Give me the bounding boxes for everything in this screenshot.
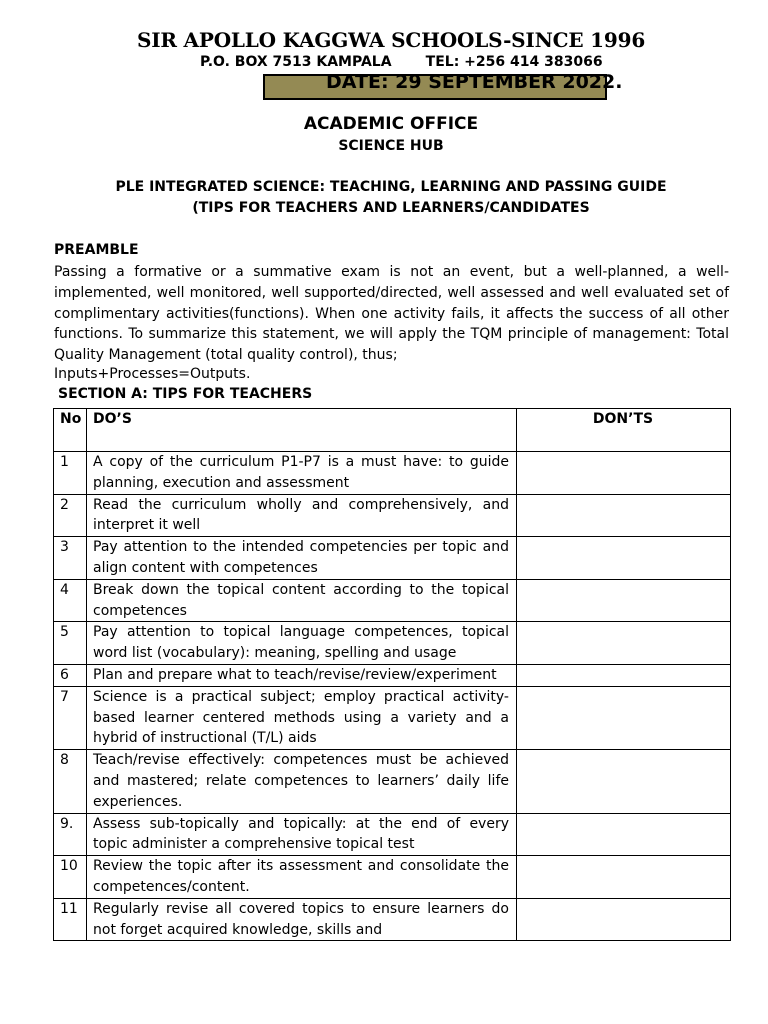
preamble-body: Passing a formative or a summative exam is not an event, but a well-planned, a well-implemented, well monitored, well supported/directed, well assessed and well evaluated set of complimentary activities(functions). When one activity fails, it affects the success of all other functions. To summarize this statement, we will apply the TQM principle of management: Total Quality Management (total quality control), thus; xyxy=(54,264,729,364)
row-number: 2 xyxy=(54,494,87,537)
guide-subtitle: (TIPS FOR TEACHERS AND LEARNERS/CANDIDATES xyxy=(192,200,590,216)
column-header-donts: DON’TS xyxy=(517,409,731,452)
row-do: Teach/revise effectively: competences must be achieved and mastered; relate competences to learners’ daily life experiences. xyxy=(87,750,517,813)
row-dont xyxy=(517,898,731,941)
table-row xyxy=(54,494,731,537)
row-number: 3 xyxy=(54,537,87,580)
row-dont xyxy=(517,664,731,686)
row-dont xyxy=(517,452,731,495)
row-do: Regularly revise all covered topics to ensure learners do not forget acquired knowledge, skills and xyxy=(87,898,517,941)
section-a-heading: SECTION A: TIPS FOR TEACHERS xyxy=(58,386,313,402)
row-number: 5 xyxy=(54,622,87,665)
preamble-heading: PREAMBLE xyxy=(54,242,139,258)
table-row xyxy=(54,664,731,686)
row-dont xyxy=(517,813,731,856)
table-row xyxy=(54,813,731,856)
row-do: Review the topic after its assessment and consolidate the competences/content. xyxy=(87,856,517,899)
document-date: DATE: 29 SEPTEMBER 2022. xyxy=(326,71,623,93)
table-row xyxy=(54,898,731,941)
row-number: 9. xyxy=(54,813,87,856)
preamble-formula: Inputs+Processes=Outputs. xyxy=(54,366,251,382)
row-number: 11 xyxy=(54,898,87,941)
row-number: 4 xyxy=(54,579,87,622)
row-dont xyxy=(517,494,731,537)
row-do: Break down the topical content according to the topical competences xyxy=(87,579,517,622)
row-dont xyxy=(517,537,731,580)
row-do: Read the curriculum wholly and comprehensively, and interpret it well xyxy=(87,494,517,537)
table-row xyxy=(54,579,731,622)
table-row xyxy=(54,452,731,495)
row-do: Science is a practical subject; employ practical activity-based learner centered methods using a variety and a hybrid of instructional (T/L) aids xyxy=(87,686,517,749)
row-number: 8 xyxy=(54,750,87,813)
row-number: 10 xyxy=(54,856,87,899)
row-dont xyxy=(517,750,731,813)
row-do: Pay attention to the intended competencies per topic and align content with competences xyxy=(87,537,517,580)
table-row xyxy=(54,750,731,813)
row-number: 1 xyxy=(54,452,87,495)
school-contact: P.O. BOX 7513 KAMPALA TEL: +256 414 383066 xyxy=(200,54,603,70)
hub-title: SCIENCE HUB xyxy=(338,138,444,154)
table-row xyxy=(54,537,731,580)
guide-title: PLE INTEGRATED SCIENCE: TEACHING, LEARNING AND PASSING GUIDE xyxy=(115,179,667,195)
row-do: Plan and prepare what to teach/revise/review/experiment xyxy=(87,664,517,686)
table-row xyxy=(54,686,731,749)
row-do: Assess sub-topically and topically: at the end of every topic administer a comprehensive topical test xyxy=(87,813,517,856)
row-dont xyxy=(517,579,731,622)
column-header-no: No xyxy=(54,409,87,452)
row-dont xyxy=(517,686,731,749)
row-number: 6 xyxy=(54,664,87,686)
table-header-row xyxy=(54,409,731,452)
column-header-dos: DO’S xyxy=(87,409,517,452)
table-row xyxy=(54,622,731,665)
row-do: A copy of the curriculum P1-P7 is a must have: to guide planning, execution and assessment xyxy=(87,452,517,495)
row-do: Pay attention to topical language competences, topical word list (vocabulary): meaning, spelling and usage xyxy=(87,622,517,665)
school-name: SIR APOLLO KAGGWA SCHOOLS-SINCE 1996 xyxy=(136,28,646,52)
row-number: 7 xyxy=(54,686,87,749)
office-title: ACADEMIC OFFICE xyxy=(303,114,479,134)
table-row xyxy=(54,856,731,899)
tips-table xyxy=(53,408,731,941)
row-dont xyxy=(517,856,731,899)
row-dont xyxy=(517,622,731,665)
